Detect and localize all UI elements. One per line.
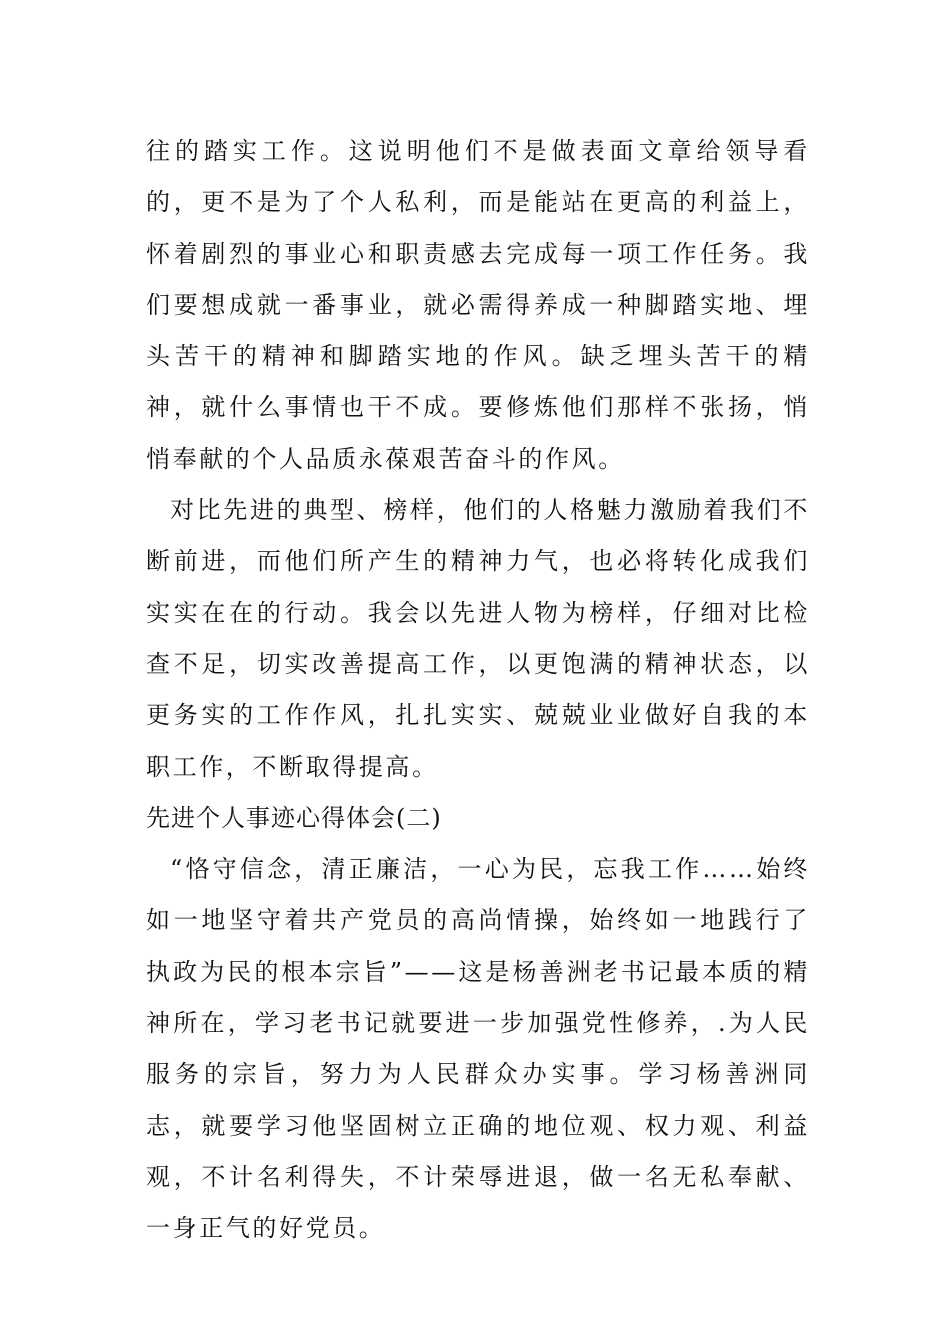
paragraph-yang-shanzhou: “恪守信念，清正廉洁，一心为民，忘我工作……始终如一地坚守着共产党员的高尚情操，始终如一地践行了执政为民的根本宗旨”——这是杨善洲老书记最本质的精神所在，学习老书记就要进一步加强党性修养，.为人民服务的宗旨，努力为人民群众办实事。学习杨善洲同志，就要学习他坚固树立正确的地位观、权力观、利益观，不计名利得失，不计荣辱进退，做一名无私奉献、一身正气的好党员。 bbox=[146, 855, 810, 1243]
paragraph-continuation: 往的踏实工作。这说明他们不是做表面文章给领导看的，更不是为了个人私利，而是能站在更高的利益上，怀着剧烈的事业心和职责感去完成每一项工作任务。我们要想成就一番事业，就必需得养成一种脚踏实地、埋头苦干的精神和脚踏实地的作风。缺乏埋头苦干的精神，就什么事情也干不成。要修炼他们那样不张扬，悄悄奉献的个人品质永葆艰苦奋斗的作风。 bbox=[146, 137, 810, 473]
document-body bbox=[146, 126, 810, 1255]
section-heading: 先进个人事迹心得体会(二) bbox=[146, 803, 442, 832]
paragraph-comparison: 对比先进的典型、榜样，他们的人格魅力激励着我们不断前进，而他们所产生的精神力气，也必将转化成我们实实在在的行动。我会以先进人物为榜样，仔细对比检查不足，切实改善提高工作，以更饱满的精神状态，以更务实的工作作风，扎扎实实、兢兢业业做好自我的本职工作，不断取得提高。 bbox=[146, 496, 810, 781]
